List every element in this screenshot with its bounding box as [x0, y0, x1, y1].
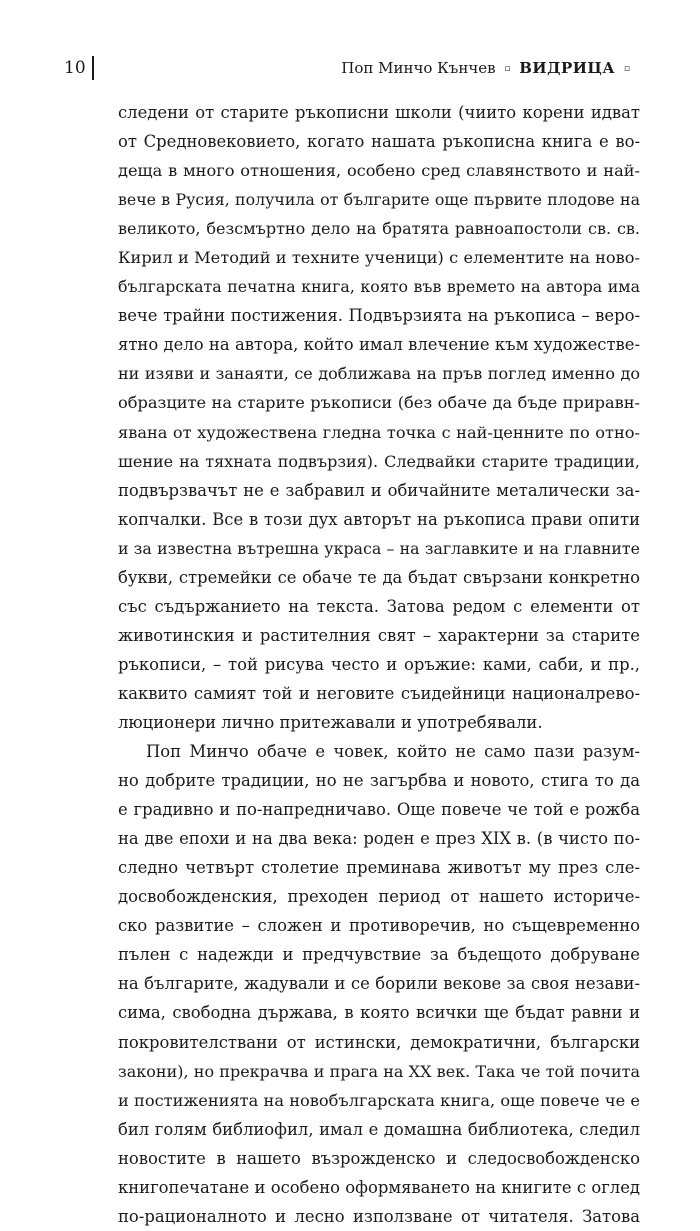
text-line: бил голям библиофил, имал е домашна библиотека, следил: [118, 1119, 640, 1139]
paragraph-first-line: Поп Минчо обаче е човек, който не само пази разум-: [146, 742, 640, 762]
text-line: ятно дело на автора, който имал влечение към художестве-: [118, 335, 640, 355]
text-line: деща в много отношения, особено сред славянството и най-: [118, 161, 640, 181]
text-line: букви, стремейки се обаче те да бъдат свързани конкретно: [118, 567, 640, 587]
author-name: Поп Минчо Кънчев: [341, 59, 496, 77]
text-line: със съдържанието на текста. Затова редом с елементи от: [118, 596, 640, 616]
page-number: 10: [64, 58, 86, 78]
text-line: на две епохи и на два века: роден е през XIX в. (в чисто по-: [118, 829, 640, 849]
header-divider: [92, 56, 94, 80]
text-line: покровителствани от истински, демократични, български: [118, 1032, 640, 1052]
text-line: ни изяви и занаяти, се доближава на пръв поглед именно до: [118, 364, 640, 384]
running-header: [0, 58, 700, 82]
text-line: на българите, жадували и се борили векове за своя незави-: [118, 974, 640, 994]
text-line: каквито самият той и неговите съидейници националрево-: [118, 683, 640, 703]
text-line: сима, свободна държава, в която всички ще бъдат равни и: [118, 1003, 640, 1023]
running-head: [341, 58, 634, 79]
text-line: досвобожденския, преходен период от нашето историче-: [118, 887, 640, 907]
text-line: шение на тяхната подвързия). Следвайки старите традиции,: [118, 451, 640, 471]
separator-icon: ▫: [623, 64, 630, 74]
text-line: люционери лично притежавали и употребявали.: [118, 712, 543, 732]
text-line: българската печатна книга, която във времето на автора има: [118, 277, 640, 297]
text-line: и постиженията на новобългарската книга, още повече че е: [118, 1090, 640, 1110]
text-line: образците на старите ръкописи (без обаче да бъде приравн-: [118, 393, 640, 413]
text-line: копчалки. Все в този дух авторът на ръкописа прави опити: [118, 509, 640, 529]
text-line: пълен с надежди и предчувствие за бъдещото добруване: [118, 945, 640, 965]
text-line: по-рационалното и лесно използване от читателя. Затова: [118, 1206, 640, 1226]
text-line: явана от художествена гледна точка с най-ценните по отно-: [118, 422, 640, 442]
text-line: закони), но прекрачва и прага на XX век. Така че той почита: [118, 1061, 640, 1081]
text-line: книгопечатане и особено оформяването на книгите с оглед: [118, 1177, 640, 1197]
body-text: [118, 98, 640, 1231]
text-line: вече в Русия, получила от българите още първите плодове на: [118, 190, 640, 210]
text-line: ръкописи, – той рисува често и оръжие: ками, саби, и пр.,: [118, 654, 640, 674]
text-line: и за известна вътрешна украса – на заглавките и на главните: [118, 538, 640, 558]
text-line: ско развитие – сложен и противоречив, но същевременно: [118, 916, 640, 936]
text-line: Кирил и Методий и техните ученици) с елементите на ново-: [118, 248, 640, 268]
text-line: подвързвачът не е забравил и обичайните металически за-: [118, 480, 640, 500]
text-line: животинския и растителния свят – характерни за старите: [118, 625, 640, 645]
text-line: вече трайни постижения. Подвързията на ръкописа – веро-: [118, 306, 640, 326]
text-line: от Средновековието, когато нашата ръкописна книга е во-: [118, 132, 640, 152]
text-line: но добрите традиции, но не загърбва и новото, стига то да: [118, 771, 640, 791]
text-line: следени от старите ръкописни школи (чиито корени идват: [118, 103, 640, 122]
text-line: следно четвърт столетие преминава животът му през сле-: [118, 858, 640, 878]
separator-icon: ▫: [504, 64, 511, 74]
text-line: е градивно и по-напредничаво. Още повече че той е рожба: [118, 800, 640, 820]
text-line: новостите в нашето възрожденско и следосвобожденско: [118, 1148, 640, 1168]
book-title: ВИДРИЦА: [519, 59, 616, 77]
text-line: великото, безсмъртно дело на братята равноапостоли св. св.: [118, 219, 640, 239]
